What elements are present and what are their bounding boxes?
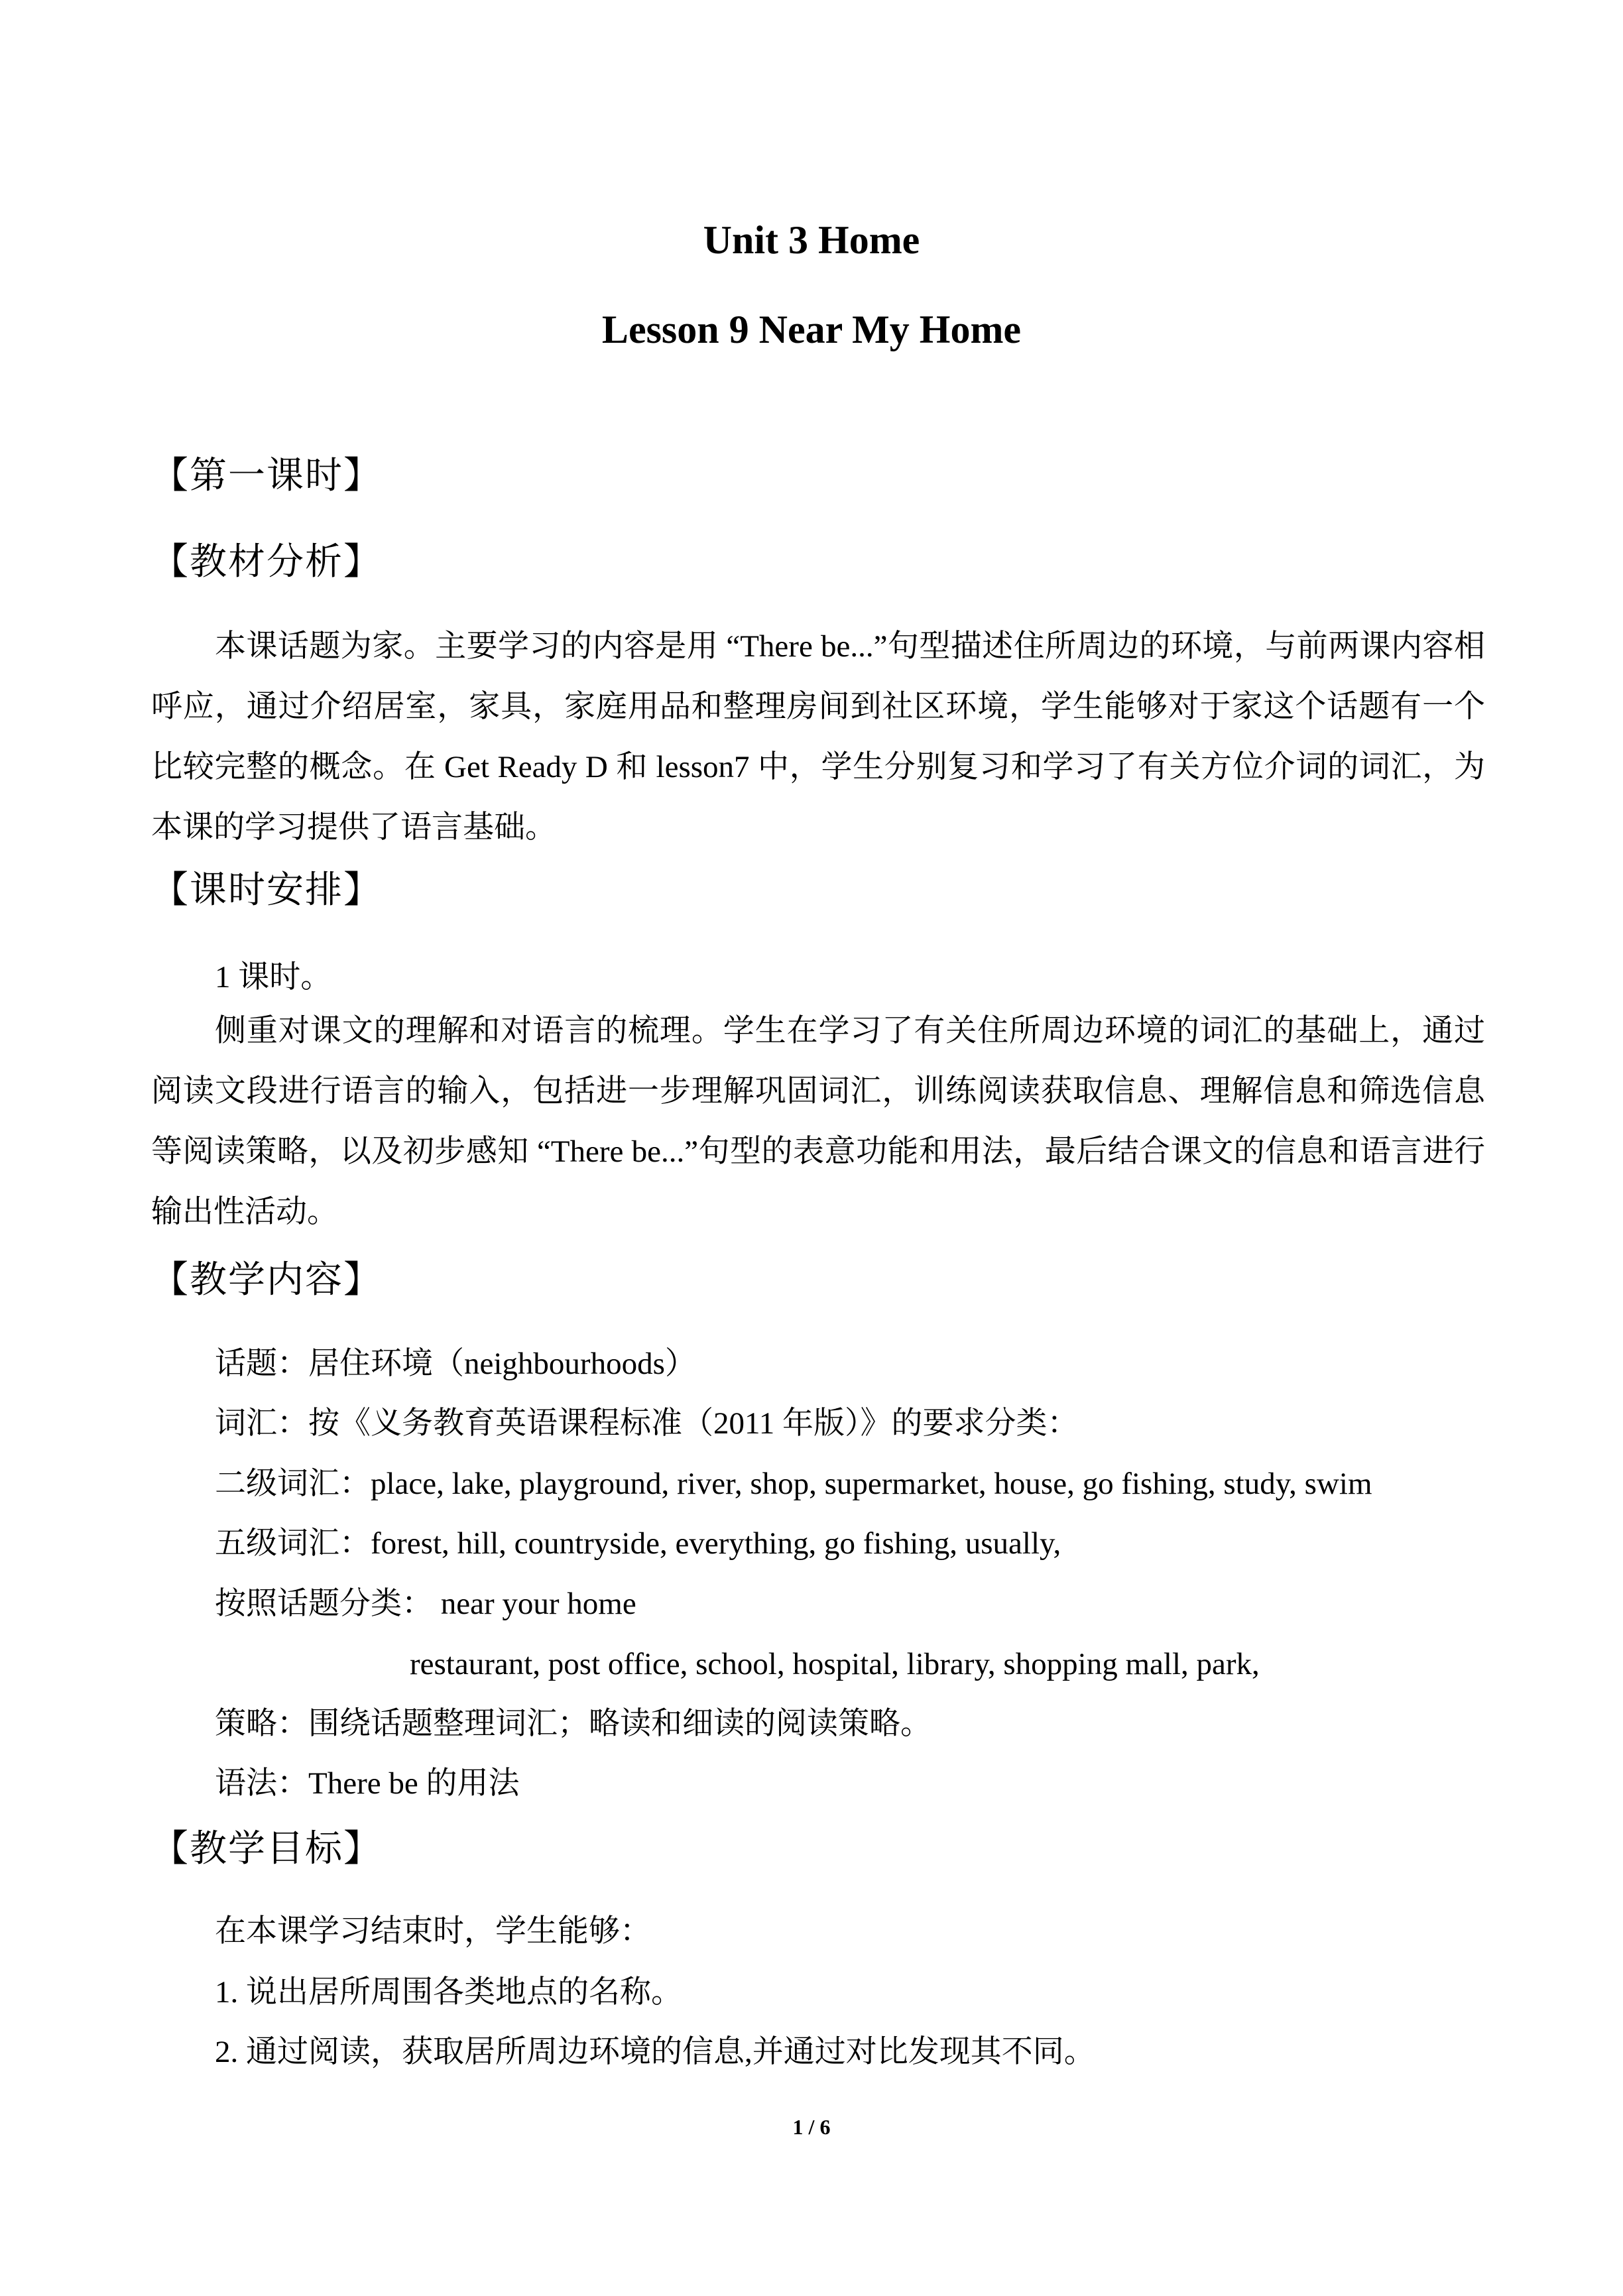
- content-by-topic: 按照话题分类： near your home: [215, 1587, 636, 1621]
- analysis-paragraph: 本课话题为家。主要学习的内容是用 “There be...”句型描述住所周边的环境，与前两课内容相呼应，通过介绍居室，家具，家庭用品和整理房间到社区环境，学生能够对于家这个话题有一个比较完整的概念。在 Get Ready D 和 lesson7 中，学生分别复习和学习了有关方位介词的词汇，为本课的学习提供了语言基础。: [151, 629, 1485, 845]
- schedule-focus-paragraph: 侧重对课文的理解和对语言的梳理。学生在学习了有关住所周边环境的词汇的基础上，通过阅读文段进行语言的输入，包括进一步理解巩固词汇，训练阅读获取信息、理解信息和筛选信息等阅读策略，以及初步感知 “There be...”句型的表意功能和用法，最后结合课文的信息和语言进行输出性活动。: [151, 1014, 1485, 1229]
- content-grammar: 语法：There be 的用法: [215, 1766, 520, 1801]
- page-number: 1 / 6: [792, 2115, 831, 2139]
- content-places: restaurant, post office, school, hospital, library, shopping mall, park,: [410, 1647, 1260, 1681]
- section-heading-schedule: 【课时安排】: [151, 869, 382, 912]
- objective-item-1: 1. 说出居所周围各类地点的名称。: [215, 1975, 682, 2010]
- content-vocab: 词汇：按《义务教育英语课程标准（2011 年版）》的要求分类：: [215, 1406, 1079, 1441]
- schedule-hours: 1 课时。: [215, 960, 332, 995]
- section-heading-content: 【教学内容】: [151, 1258, 382, 1301]
- content-level5-vocab: 五级词汇：forest, hill, countryside, everything, go fishing, usually,: [215, 1526, 1061, 1561]
- section-heading-objectives: 【教学目标】: [151, 1827, 382, 1870]
- lesson-title: Lesson 9 Near My Home: [601, 308, 1022, 351]
- objective-item-2: 2. 通过阅读，获取居所周边环境的信息,并通过对比发现其不同。: [215, 2035, 1095, 2069]
- section-heading-period: 【第一课时】: [151, 454, 382, 497]
- content-level2-vocab: 二级词汇：place, lake, playground, river, shop, supermarket, house, go fishing, study, swim: [215, 1467, 1372, 1501]
- section-heading-analysis: 【教材分析】: [151, 540, 382, 583]
- objectives-intro: 在本课学习结束时，学生能够：: [215, 1914, 651, 1949]
- unit-title: Unit 3 Home: [703, 218, 920, 262]
- content-strategy: 策略：围绕话题整理词汇；略读和细读的阅读策略。: [215, 1707, 932, 1741]
- content-topic: 话题：居住环境（neighbourhoods）: [215, 1347, 696, 1381]
